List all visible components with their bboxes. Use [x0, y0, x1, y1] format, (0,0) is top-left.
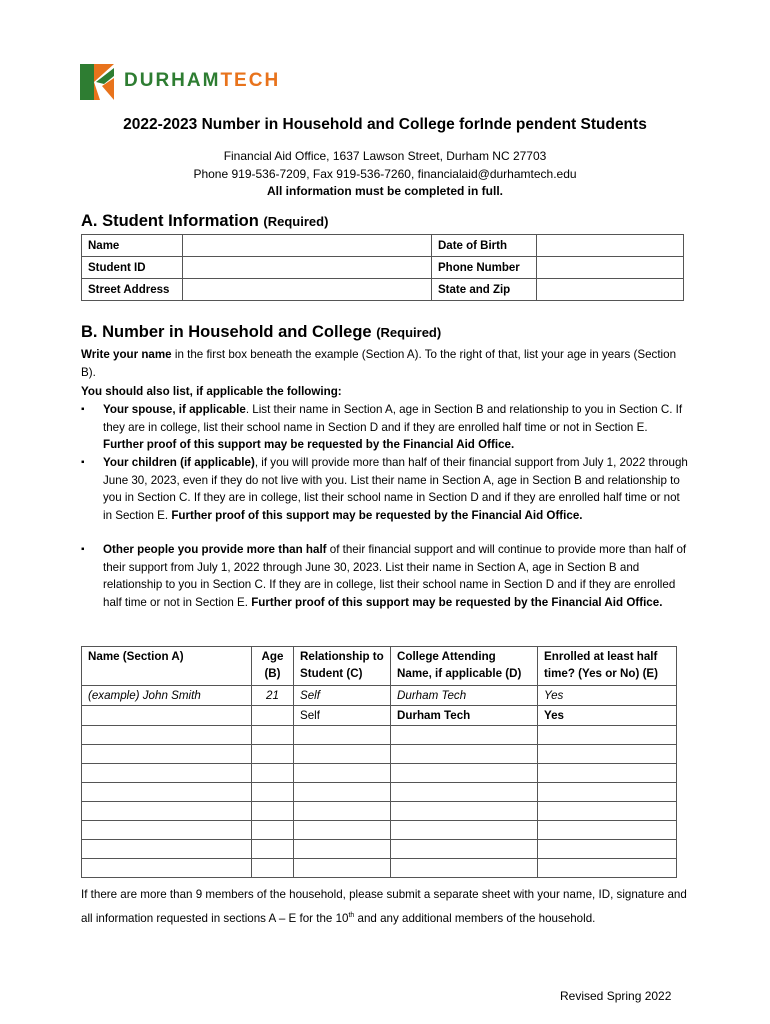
dob-field[interactable]: [537, 235, 684, 257]
col-header-college: College Attending Name, if applicable (D): [391, 647, 538, 686]
table-row[interactable]: [82, 840, 677, 859]
household-table: [81, 646, 677, 878]
row-relationship: Self: [294, 706, 391, 726]
table-row[interactable]: [82, 821, 677, 840]
bullet-spouse: ▪ Your spouse, if applicable. List their name in Section A, age in Section B and relationship to you in Section C. If they are in college, list their school name in Section D and if they are enrolled half time or not in Section E. Further proof of this support may be requested by the Financial Aid Office.: [81, 403, 683, 452]
row-name-field[interactable]: [82, 706, 252, 726]
name-label: Name: [82, 235, 183, 257]
student-id-field[interactable]: [183, 257, 432, 279]
durham-tech-logo: [80, 64, 340, 102]
office-address: Financial Aid Office, 1637 Lawson Street, Durham NC 27703: [223, 149, 547, 163]
table-row[interactable]: [82, 764, 677, 783]
completion-notice: All information must be completed in full.: [266, 184, 503, 198]
table-row: [82, 706, 677, 726]
household-note: If there are more than 9 members of the household, please submit a separate sheet with your name, ID, signature and all information requested in sections A – E for the 10th and any additional members of the household.: [81, 888, 687, 925]
example-row: [82, 686, 677, 706]
example-age: 21: [252, 686, 294, 706]
table-row[interactable]: [82, 745, 677, 764]
revision-date: Revised Spring 2022: [560, 989, 672, 1003]
section-b-intro: Write your name in the first box beneath the example (Section A). To the right of that, list your age in years (Section B).: [81, 348, 677, 379]
address-field[interactable]: [183, 279, 432, 301]
col-header-enrolled: Enrolled at least half time? (Yes or No) (E): [538, 647, 677, 686]
office-contact: Phone 919-536-7209, Fax 919-536-7260, financialaid@durhamtech.edu: [193, 167, 577, 181]
bullet-children: ▪ Your children (if applicable), if you will provide more than half of their financial support from July 1, 2022 through June 30, 2023, even if they do not live with you. List their name in Section A, age in Section B and relationship to you in Section C. If they are in college, list their school name in Section D and if they are enrolled half time or not in Section E. Further proof of this support may be requested by the Financial Aid Office.: [81, 456, 688, 522]
phone-field[interactable]: [537, 257, 684, 279]
row-age-field[interactable]: [252, 706, 294, 726]
table-row[interactable]: [82, 726, 677, 745]
phone-label: Phone Number: [432, 257, 537, 279]
row-enrolled: Yes: [538, 706, 677, 726]
bullet-icon: ▪: [81, 544, 85, 555]
col-header-age: Age (B): [252, 647, 294, 686]
table-row[interactable]: [82, 802, 677, 821]
col-header-relationship: Relationship to Student (C): [294, 647, 391, 686]
example-college: Durham Tech: [391, 686, 538, 706]
address-label: Street Address: [82, 279, 183, 301]
section-a-heading: A. Student Information (Required): [81, 212, 329, 230]
example-relationship: Self: [294, 686, 391, 706]
dob-label: Date of Birth: [432, 235, 537, 257]
student-id-label: Student ID: [82, 257, 183, 279]
state-zip-field[interactable]: [537, 279, 684, 301]
logo-wordmark: DURHAMTECH: [124, 70, 281, 91]
col-header-name: Name (Section A): [82, 647, 252, 686]
row-college: Durham Tech: [391, 706, 538, 726]
bullet-icon: ▪: [81, 457, 85, 468]
section-b-also: You should also list, if applicable the following:: [81, 385, 342, 398]
table-row[interactable]: [82, 783, 677, 802]
state-zip-label: State and Zip: [432, 279, 537, 301]
example-enrolled: Yes: [538, 686, 677, 706]
section-b-heading: B. Number in Household and College (Required): [81, 323, 442, 341]
page-title: 2022-2023 Number in Household and College forInde pendent Students: [123, 116, 647, 133]
logo-mark-icon: [80, 64, 114, 100]
example-name: (example) John Smith: [82, 686, 252, 706]
bullet-others: ▪ Other people you provide more than half of their financial support and will continue to provide more than half of their support from July 1, 2022 through June 30, 2023. List their name in Section A, age in Section B and relationship to you in Section C. If they are in college, list their school name in Section D and if they are enrolled half time or not in Section E. Further proof of this support may be requested by the Financial Aid Office.: [81, 543, 687, 609]
bullet-icon: ▪: [81, 404, 85, 415]
table-row[interactable]: [82, 859, 677, 878]
name-field[interactable]: [183, 235, 432, 257]
student-information-table: [81, 234, 684, 301]
